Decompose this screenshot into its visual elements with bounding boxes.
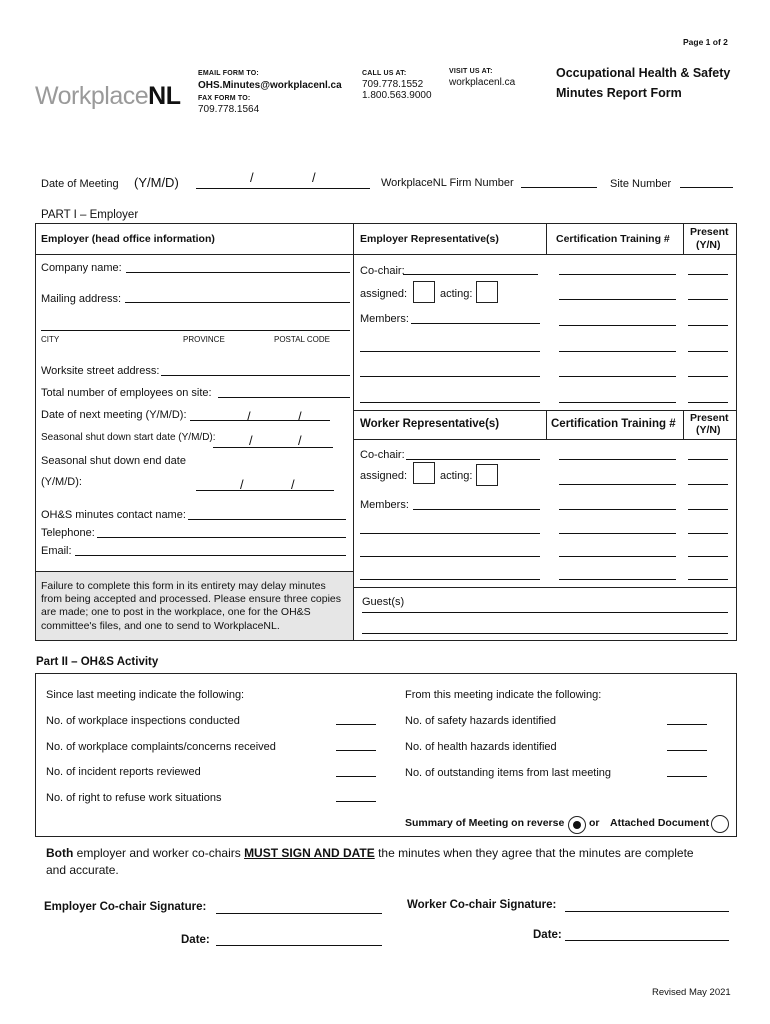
guests-divider (353, 587, 736, 588)
health-hazards-label: No. of health hazards identified (405, 741, 557, 753)
employer-present-field[interactable] (688, 325, 728, 326)
worker-cert-field[interactable] (559, 509, 676, 510)
date-separator: / (312, 170, 316, 185)
guests-label: Guest(s) (362, 596, 405, 608)
worker-cert-field[interactable] (559, 484, 676, 485)
date-separator: / (250, 170, 254, 185)
site-number-field[interactable] (680, 187, 733, 188)
shutdown-start-label: Seasonal shut down start date (Y/M/D): (41, 432, 216, 443)
present-header: Present (690, 226, 729, 238)
or-label: or (589, 817, 600, 829)
total-employees-label: Total number of employees on site: (41, 387, 212, 399)
logo-text-bold: NL (148, 82, 181, 110)
signature-statement (46, 845, 726, 879)
refuse-work-field[interactable] (336, 801, 376, 802)
employer-present-field[interactable] (688, 299, 728, 300)
employer-present-field[interactable] (688, 351, 728, 352)
attached-document-radio[interactable] (711, 815, 729, 833)
email-field-label: Email: (41, 545, 72, 557)
employer-member-field[interactable] (360, 351, 540, 352)
fax-label: FAX FORM TO: (198, 95, 251, 102)
worker-member-field[interactable] (413, 509, 540, 510)
employer-cert-field[interactable] (559, 274, 676, 275)
worker-cochair-label: Co-chair: (360, 449, 405, 461)
worker-header-top (353, 410, 736, 411)
date-separator: / (298, 433, 302, 448)
employer-date-label: Date: (181, 934, 210, 946)
cert-training-header: Certification Training # (556, 233, 670, 245)
date-separator: / (247, 409, 251, 424)
employer-cert-field[interactable] (559, 325, 676, 326)
present-column-divider (683, 223, 684, 255)
outstanding-items-label: No. of outstanding items from last meeting (405, 767, 612, 779)
mailing-address-field[interactable] (125, 302, 350, 303)
date-separator: / (240, 477, 244, 492)
part2-title: Part II – OH&S Activity (36, 656, 159, 668)
phone-number-2: 1.800.563.9000 (362, 90, 432, 101)
company-name-label: Company name: (41, 262, 122, 274)
telephone-field[interactable] (97, 537, 346, 538)
worker-cert-divider (546, 410, 547, 439)
worker-present-divider (683, 410, 684, 439)
city-label: CITY (41, 335, 60, 344)
fax-number: 709.778.1564 (198, 104, 260, 115)
worker-cochair-field[interactable] (406, 459, 540, 460)
employer-cochair-field[interactable] (403, 274, 538, 275)
employer-cert-field[interactable] (559, 402, 676, 403)
employer-member-field[interactable] (360, 402, 540, 403)
postal-code-label: POSTAL CODE (274, 335, 331, 344)
page-number: Page 1 of 2 (683, 37, 728, 47)
from-meeting-label: From this meeting indicate the following: (405, 689, 602, 701)
employer-members-label: Members: (360, 313, 409, 325)
part1-title: PART I – Employer (41, 209, 139, 221)
contact-name-label: OH&S minutes contact name: (41, 509, 186, 521)
meeting-date-field[interactable] (196, 188, 370, 189)
shutdown-end-field[interactable] (196, 490, 334, 491)
worker-present-field[interactable] (688, 533, 728, 534)
employer-signature-field[interactable] (216, 913, 382, 914)
worksite-address-field[interactable] (161, 375, 350, 376)
inspections-field[interactable] (336, 724, 376, 725)
worker-member-field[interactable] (360, 579, 540, 580)
worker-rep-header: Worker Representative(s) (360, 418, 500, 430)
employer-acting-checkbox[interactable] (476, 281, 498, 303)
worker-cert-field[interactable] (559, 459, 676, 460)
workplacenl-logo (35, 82, 180, 111)
guest-field[interactable] (362, 612, 728, 613)
form-title-line1: Occupational Health & Safety (556, 66, 731, 80)
employer-acting-label: acting: (440, 288, 473, 300)
employer-member-field[interactable] (411, 323, 540, 324)
complaints-label: No. of workplace complaints/concerns received (46, 741, 276, 753)
employer-present-field[interactable] (688, 402, 728, 403)
worker-signature-label: Worker Co-chair Signature: (407, 899, 557, 911)
employer-assigned-label: assigned: (360, 288, 408, 300)
form-title-line2: Minutes Report Form (556, 86, 682, 100)
employer-cert-field[interactable] (559, 376, 676, 377)
worksite-address-label: Worksite street address: (41, 365, 160, 377)
guest-field[interactable] (362, 633, 728, 634)
company-name-field[interactable] (126, 272, 350, 273)
employer-present-field[interactable] (688, 376, 728, 377)
worker-cert-field[interactable] (559, 579, 676, 580)
employer-date-field[interactable] (216, 945, 382, 946)
must-sign-text: MUST SIGN AND DATE (244, 846, 375, 860)
worker-member-field[interactable] (360, 556, 540, 557)
part1-header-divider (35, 254, 737, 255)
employer-member-field[interactable] (360, 376, 540, 377)
worker-signature-field[interactable] (565, 911, 729, 912)
safety-hazards-field[interactable] (667, 724, 707, 725)
date-separator: / (291, 477, 295, 492)
total-employees-field[interactable] (218, 397, 350, 398)
date-separator: / (249, 433, 253, 448)
worker-present-header-yn: (Y/N) (696, 424, 721, 436)
refuse-work-label: No. of right to refuse work situations (46, 792, 222, 804)
inspections-label: No. of workplace inspections conducted (46, 715, 240, 727)
worker-assigned-checkbox[interactable] (413, 462, 435, 484)
worker-present-field[interactable] (688, 579, 728, 580)
outstanding-items-field[interactable] (667, 776, 707, 777)
attached-document-label: Attached Document (610, 817, 710, 829)
worker-cert-header: Certification Training # (551, 418, 676, 430)
shutdown-end-label: Seasonal shut down end date (41, 455, 186, 467)
worker-date-field[interactable] (565, 940, 729, 941)
since-meeting-label: Since last meeting indicate the following: (46, 689, 245, 701)
notice-text: Failure to complete this form in its entirety may delay minutes from being accepted and processed. Please ensure three copies are made; one to post in the workplace, one for the OH&S committee's files, and one to send to WorkplaceNL. (41, 580, 342, 632)
worker-header-bottom (353, 439, 736, 440)
worker-acting-label: acting: (440, 470, 473, 482)
part1-column-divider (353, 223, 354, 640)
worker-present-field[interactable] (688, 556, 728, 557)
statement-text-c: and accurate. (46, 863, 119, 877)
province-label: PROVINCE (183, 335, 225, 344)
revision-date: Revised May 2021 (652, 987, 731, 998)
employer-cochair-label: Co-chair: (360, 265, 405, 277)
address-line-2-field[interactable] (41, 330, 350, 331)
email-field[interactable] (75, 555, 346, 556)
summary-reverse-radio[interactable] (568, 816, 586, 834)
telephone-label: Telephone: (41, 527, 95, 539)
contact-name-field[interactable] (188, 519, 346, 520)
logo-text-light: Workplace (35, 82, 149, 110)
complaints-field[interactable] (336, 750, 376, 751)
employer-assigned-checkbox[interactable] (413, 281, 435, 303)
shutdown-end-format: (Y/M/D): (41, 476, 82, 488)
site-number-label: Site Number (610, 178, 672, 190)
worker-present-header: Present (690, 412, 729, 424)
next-meeting-label: Date of next meeting (Y/M/D): (41, 409, 187, 421)
employer-signature-label: Employer Co-chair Signature: (44, 901, 207, 913)
statement-text-b: the minutes when they agree that the minutes are complete (374, 846, 694, 860)
employer-present-field[interactable] (688, 274, 728, 275)
summary-reverse-label: Summary of Meeting on reverse (405, 817, 565, 829)
email-address[interactable]: OHS.Minutes@workplacenl.ca (198, 80, 342, 91)
employer-header: Employer (head office information) (41, 233, 215, 245)
worker-member-field[interactable] (360, 533, 540, 534)
employer-rep-header: Employer Representative(s) (360, 233, 499, 245)
worker-assigned-label: assigned: (360, 470, 408, 482)
date-format-label: (Y/M/D) (134, 175, 179, 190)
worker-members-label: Members: (360, 499, 409, 511)
worker-acting-checkbox[interactable] (476, 464, 498, 486)
worker-present-field[interactable] (688, 509, 728, 510)
website[interactable]: workplacenl.ca (449, 77, 516, 88)
worker-cert-field[interactable] (559, 533, 676, 534)
shutdown-start-field[interactable] (213, 447, 333, 448)
firm-number-field[interactable] (521, 187, 597, 188)
employer-cert-field[interactable] (559, 299, 676, 300)
worker-cert-field[interactable] (559, 556, 676, 557)
worker-date-label: Date: (533, 929, 562, 941)
employer-cert-field[interactable] (559, 351, 676, 352)
firm-number-label: WorkplaceNL Firm Number (381, 177, 514, 189)
email-label: EMAIL FORM TO: (198, 70, 259, 77)
call-label: CALL US AT: (362, 70, 407, 77)
both-text: Both (46, 846, 74, 860)
visit-label: VISIT US AT: (449, 68, 493, 75)
next-meeting-date-field[interactable] (190, 420, 330, 421)
incident-reports-label: No. of incident reports reviewed (46, 766, 201, 778)
phone-number-1: 709.778.1552 (362, 79, 424, 90)
health-hazards-field[interactable] (667, 750, 707, 751)
worker-present-field[interactable] (688, 459, 728, 460)
statement-text-a: employer and worker co-chairs (73, 846, 245, 860)
mailing-address-label: Mailing address: (41, 293, 122, 305)
present-header-yn: (Y/N) (696, 239, 721, 251)
safety-hazards-label: No. of safety hazards identified (405, 715, 557, 727)
date-of-meeting-label: Date of Meeting (41, 178, 119, 190)
incident-reports-field[interactable] (336, 776, 376, 777)
date-separator: / (298, 409, 302, 424)
worker-present-field[interactable] (688, 484, 728, 485)
cert-column-divider (546, 223, 547, 255)
